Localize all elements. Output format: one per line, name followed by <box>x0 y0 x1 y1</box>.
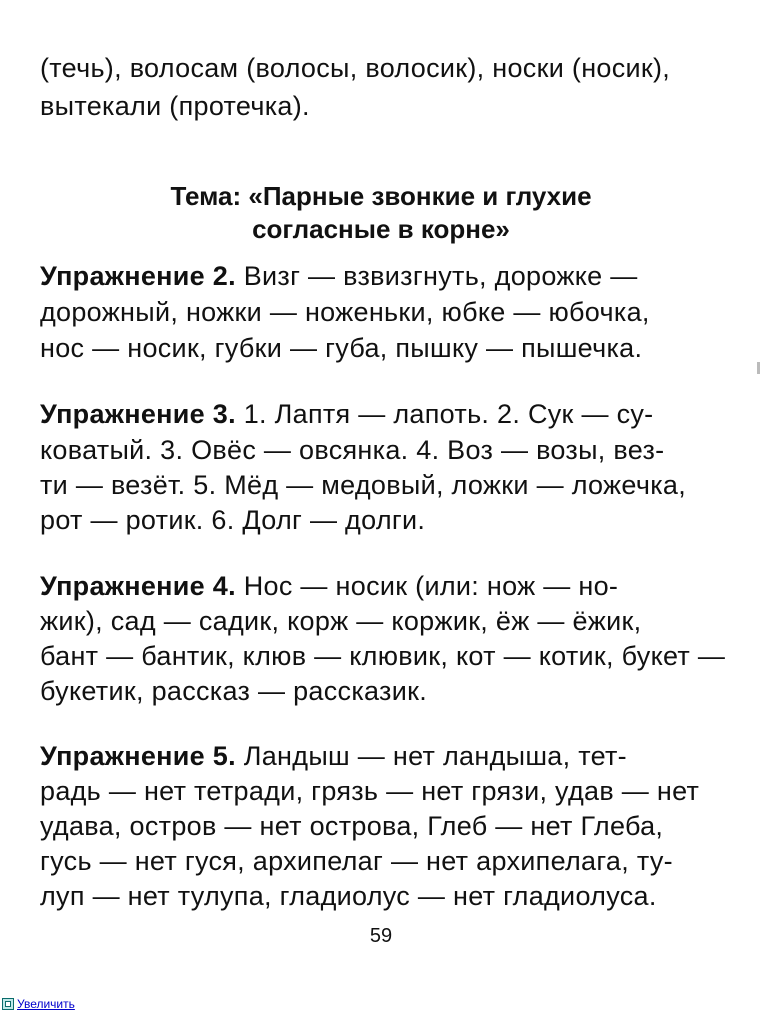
exercise-3-text: 1. Лаптя — лапоть. 2. Сук — су- <box>243 399 654 429</box>
exercise-5-text: Ландыш — нет ландыша, тет- <box>243 741 627 771</box>
enlarge-link[interactable] <box>2 996 75 1012</box>
exercise-3-line-3: ти — везёт. 5. Мёд — медовый, ложки — ложечка, <box>40 470 687 500</box>
intro-line-1: (течь), волосам (волосы, волосик), носки (носик), <box>40 53 671 83</box>
exercise-4-line-2: жик), сад — садик, корж — коржик, ёж — ёжик, <box>40 606 642 636</box>
enlarge-link-label: Увеличить <box>17 997 75 1011</box>
exercise-2-line-2: дорожный, ножки — ноженьки, юбке — юбочка, <box>40 297 650 327</box>
exercise-4-line-4: букетик, рассказ — рассказик. <box>40 676 428 706</box>
exercise-4-line-3: бант — бантик, клюв — клювик, кот — котик, букет — <box>40 641 726 671</box>
exercise-4-text: Нос — носик (или: нож — но- <box>243 571 619 601</box>
exercise-3-label: Упражнение 3. <box>40 399 236 429</box>
exercise-4-label: Упражнение 4. <box>40 571 236 601</box>
exercise-5-line-2: радь — нет тетради, грязь — нет грязи, удав — нет <box>40 776 700 806</box>
enlarge-icon <box>2 998 14 1010</box>
exercise-3-line-2: коватый. 3. Овёс — овсянка. 4. Воз — возы, вез- <box>40 435 665 465</box>
exercise-3-line-1 <box>40 398 653 430</box>
exercise-3-line-4: рот — ротик. 6. Долг — долги. <box>40 505 426 535</box>
page-number: 59 <box>369 925 393 947</box>
topic-title-line-2: согласные в корне» <box>252 214 510 244</box>
topic-title-line-1: Тема: «Парные звонкие и глухие <box>170 181 592 211</box>
exercise-2-text: Визг — взвизгнуть, дорожке — <box>243 261 638 291</box>
exercise-2-label: Упражнение 2. <box>40 261 236 291</box>
exercise-5-line-1 <box>40 740 627 772</box>
exercise-2-line-1 <box>40 260 638 292</box>
exercise-2-line-3: нос — носик, губки — губа, пышку — пышечка. <box>40 333 643 363</box>
scan-edge-mark <box>757 362 760 374</box>
exercise-5-line-5: луп — нет тулупа, гладиолус — нет гладиолуса. <box>40 881 657 911</box>
exercise-5-label: Упражнение 5. <box>40 741 236 771</box>
exercise-5-line-4: гусь — нет гуся, архипелаг — нет архипелага, ту- <box>40 846 673 876</box>
exercise-5-line-3: удава, остров — нет острова, Глеб — нет Глеба, <box>40 811 664 841</box>
intro-line-2: вытекали (протечка). <box>40 91 310 121</box>
exercise-4-line-1 <box>40 570 618 602</box>
